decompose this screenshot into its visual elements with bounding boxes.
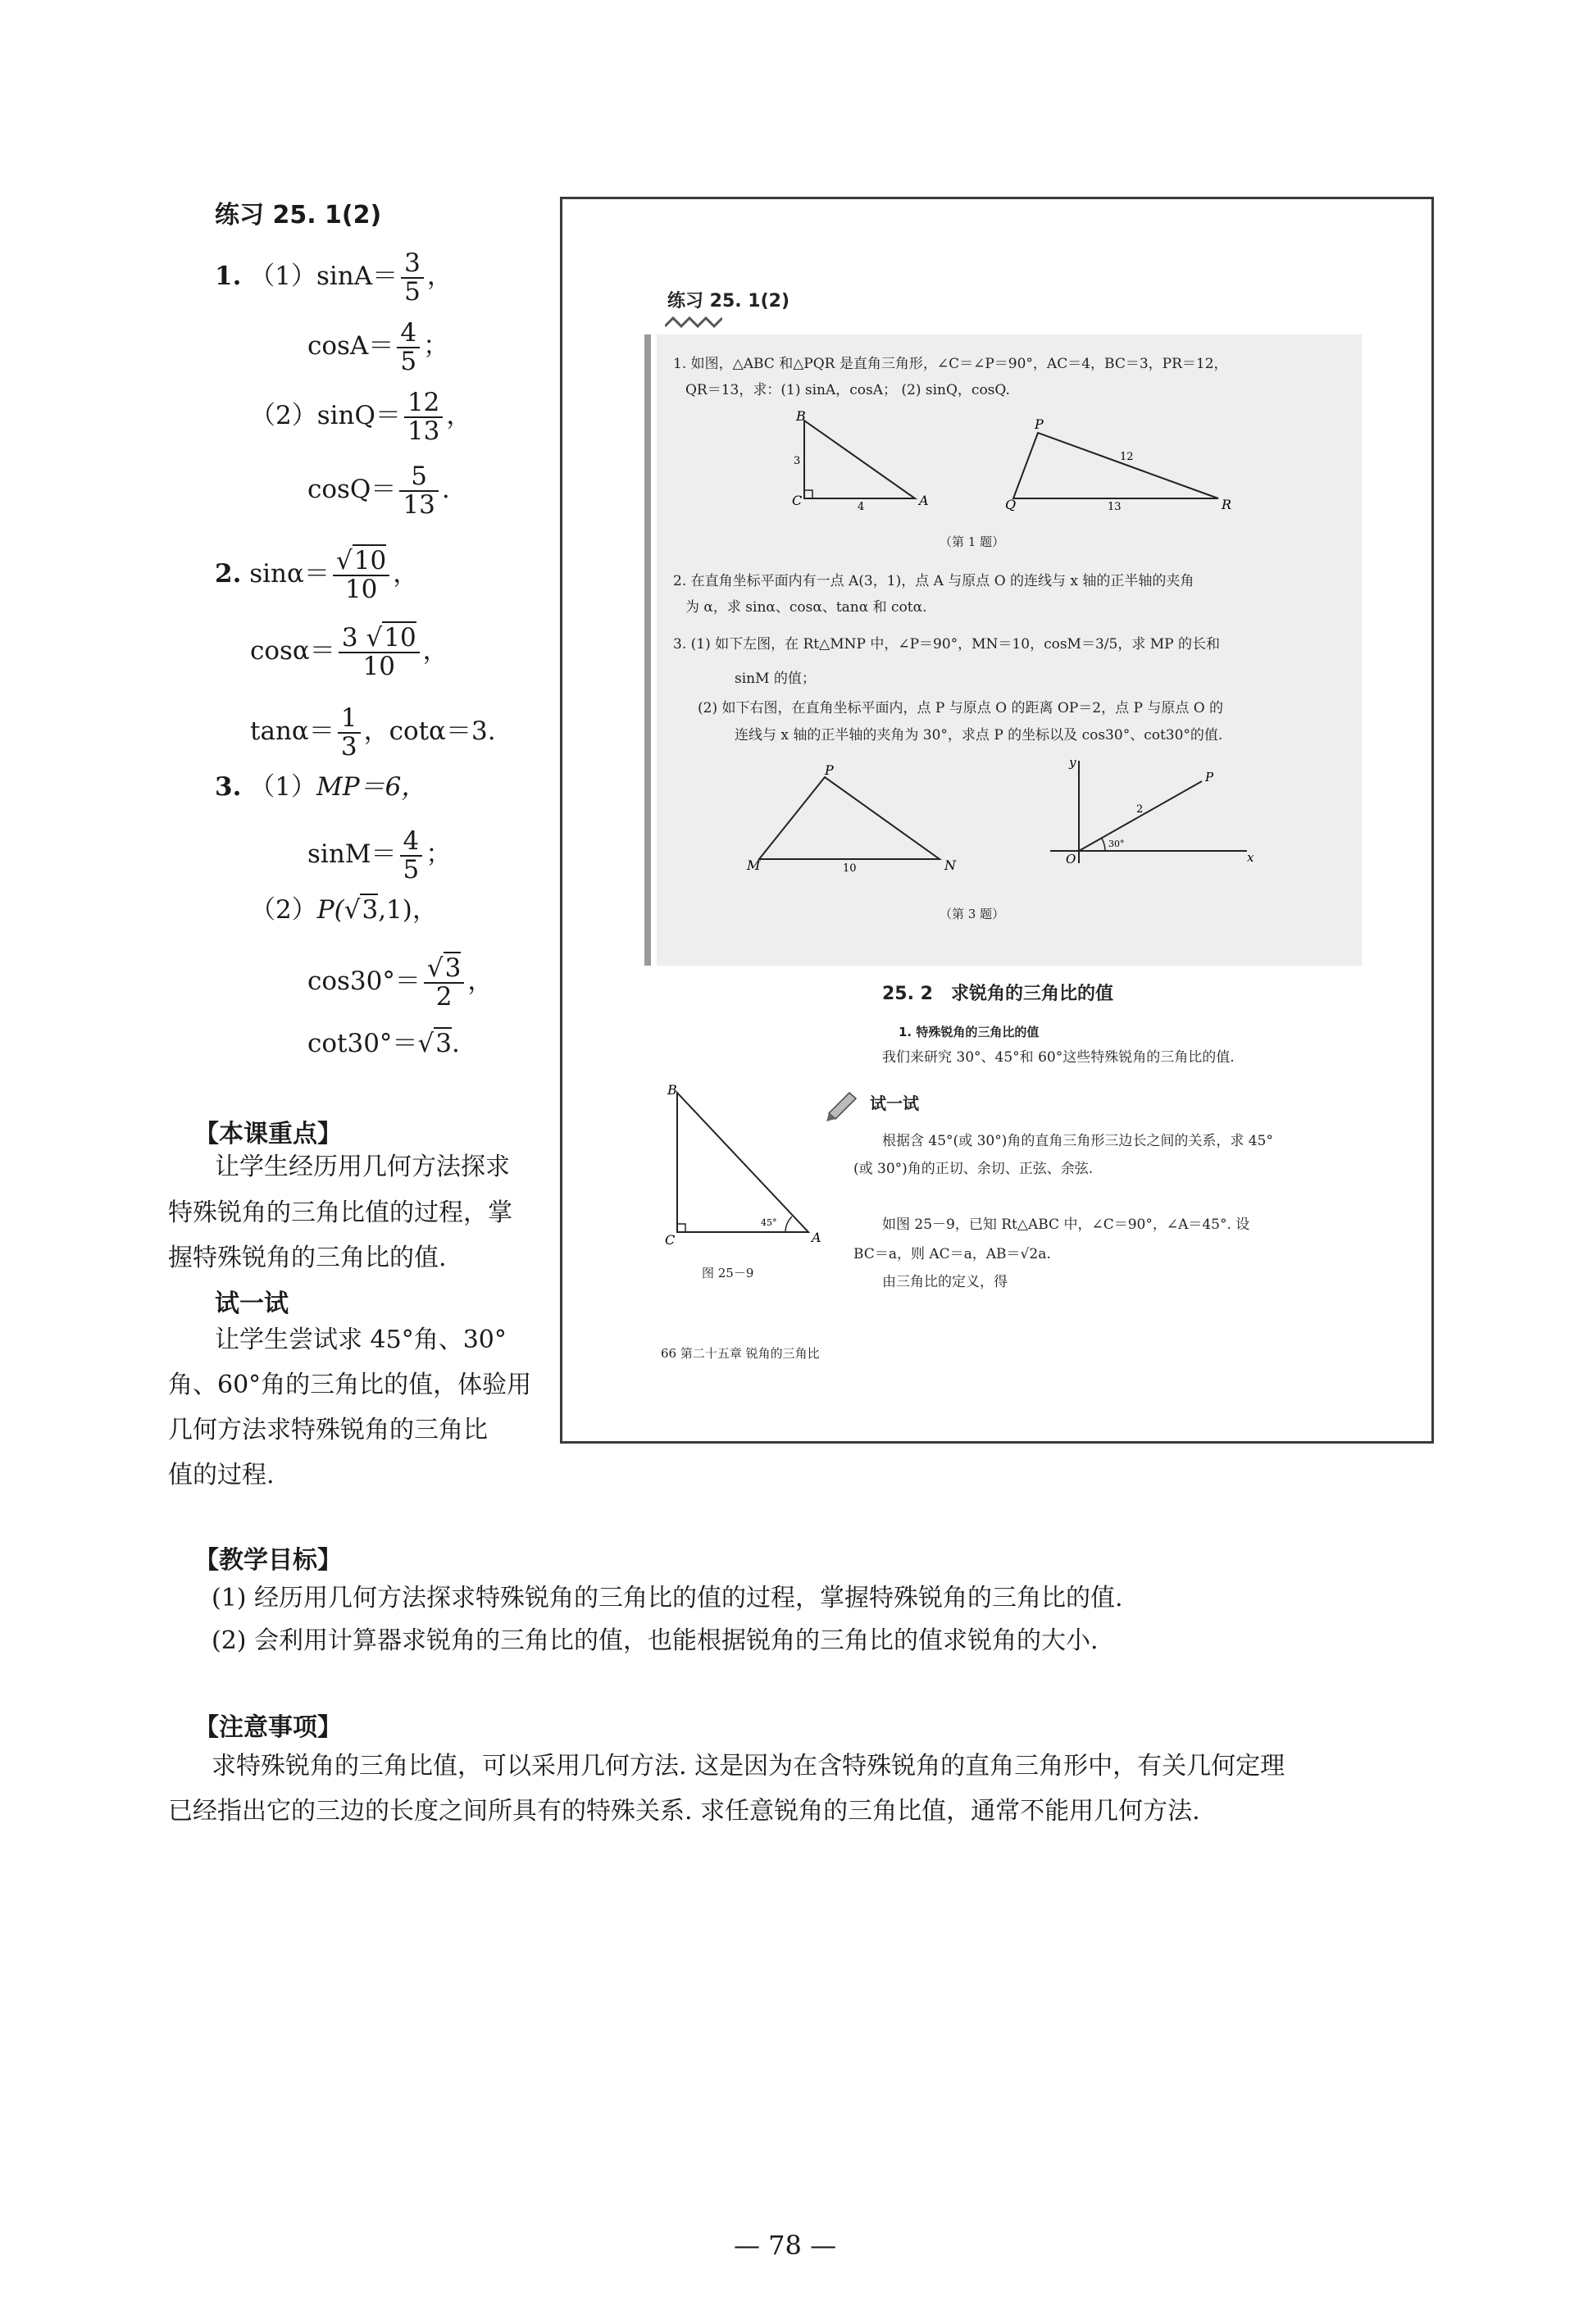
focus-heading: 【本课重点】 — [194, 1120, 342, 1148]
label-P: P — [1035, 416, 1044, 432]
answer-2-cos: cosα＝ $\frac{3 √10}{10}$ ， — [250, 623, 448, 681]
zigzag-decoration — [665, 314, 722, 330]
pencil-icon — [825, 1089, 866, 1121]
label-angle: 30° — [1108, 839, 1125, 849]
answer-1-line-1: 1. （1）sinA＝ $\frac{3}{5}$ ， — [215, 248, 453, 307]
book-exercise-title: 练习 25. 1(2) — [667, 291, 790, 312]
label-y: y — [1069, 757, 1076, 770]
answer-3-mp: 3. （1）MP＝6， — [215, 772, 427, 802]
answer-1-sinQ: （2）sinQ＝ $\frac{12}{13}$ ， — [250, 388, 472, 446]
label-A: A — [812, 1230, 821, 1245]
book-subsection-text: 我们来研究 30°、45°和 60°这些特殊锐角的三角比的值. — [882, 1049, 1235, 1066]
book-try-line-1: 根据含 45°(或 30°)角的直角三角形三边长之间的关系，求 45° — [882, 1133, 1273, 1149]
goal-item-1: (1) 经历用几何方法探求特殊锐角的三角比的值的过程，掌握特殊锐角的三角比的值. — [212, 1584, 1123, 1612]
book-fig3-caption: （第 3 题） — [940, 907, 1005, 921]
notes-line-2: 已经指出它的三边的长度之间所具有的特殊关系. 求任意锐角的三角比值，通常不能用几何方法. — [168, 1797, 1200, 1826]
book-section-title: 25. 2 求锐角的三角比的值 — [882, 984, 1113, 1004]
book-q1-line-1: 1. 如图，△ABC 和△PQR 是直角三角形，∠C＝∠P＝90°，AC＝4，BC＝3，PR＝12， — [673, 356, 1228, 372]
label-mn: 10 — [843, 862, 857, 875]
label-C: C — [792, 493, 803, 508]
notes-heading: 【注意事项】 — [194, 1713, 342, 1742]
answer-2-tan: tanα＝ $\frac{1}{3}$ ，cotα＝3. — [250, 703, 496, 762]
figure-triangle-mnp — [743, 765, 972, 880]
book-q2-line-2: 为 α，求 sinα、cosα、tanα 和 cotα. — [685, 599, 927, 616]
book-fig1-caption: （第 1 题） — [940, 534, 1005, 549]
label-P: P — [1205, 770, 1214, 785]
answer-3-P: （2）P(√3,1)， — [250, 895, 438, 925]
answer-3-cos30: cos30°＝ $\frac{√3}{2}$ ， — [307, 953, 494, 1012]
focus-line-2: 特殊锐角的三角比值的过程，掌 — [168, 1198, 512, 1227]
label-bc: 3 — [794, 455, 801, 467]
goals-heading: 【教学目标】 — [194, 1546, 342, 1575]
book-try-title: 试一试 — [870, 1094, 919, 1113]
label-M: M — [747, 857, 761, 873]
focus-line-1: 让学生经历用几何方法探求 — [215, 1153, 510, 1181]
book-example-line-2: BC＝a，则 AC＝a，AB＝√2a. — [853, 1246, 1051, 1262]
book-footer: 66 第二十五章 锐角的三角比 — [661, 1346, 820, 1361]
label-B: B — [667, 1085, 677, 1098]
exercise-side-bar — [644, 334, 651, 966]
label-R: R — [1222, 497, 1232, 511]
label-angle: 45° — [761, 1217, 777, 1228]
answer-2-sin: 2. sinα＝ $\frac{√10}{10}$ ， — [215, 546, 419, 604]
label-pr: 12 — [1120, 451, 1134, 463]
book-example-line-1: 如图 25－9，已知 Rt△ABC 中，∠C＝90°，∠A＝45°. 设 — [882, 1217, 1250, 1233]
label-O: O — [1066, 852, 1076, 866]
figure-triangle-abc — [784, 408, 940, 515]
figure-triangle-pqr — [1005, 412, 1251, 511]
book-q3-line-2: sinM 的值； — [735, 671, 816, 687]
answer-3-cot30: cot30°＝√3. — [307, 1029, 460, 1058]
book-fig9-caption: 图 25－9 — [702, 1266, 754, 1280]
label-op: 2 — [1136, 803, 1144, 816]
book-example-line-3: 由三角比的定义，得 — [882, 1274, 1008, 1290]
answers-title: 练习 25. 1(2) — [215, 201, 382, 230]
figure-coordinate-plane — [1038, 757, 1259, 880]
try-line-1: 让学生尝试求 45°角、30° — [215, 1326, 507, 1354]
label-P: P — [825, 765, 834, 778]
try-line-4: 值的过程. — [168, 1461, 275, 1489]
label-C: C — [665, 1232, 676, 1248]
label-Q: Q — [1005, 497, 1017, 511]
label-A: A — [919, 493, 929, 508]
label-N: N — [944, 857, 956, 873]
page-number: — 78 — — [734, 2230, 837, 2261]
try-line-2: 角、60°角的三角比的值，体验用 — [168, 1371, 532, 1399]
answer-1-cosQ: cosQ＝ $\frac{5}{13}$ . — [307, 462, 450, 520]
try-heading: 试一试 — [215, 1289, 289, 1318]
answer-3-sinM: sinM＝ $\frac{4}{5}$ ； — [307, 826, 452, 885]
book-q3-line-4: 连线与 x 轴的正半轴的夹角为 30°，求点 P 的坐标以及 cos30°、cot30°的值. — [735, 727, 1223, 744]
textbook-page-image — [560, 197, 1434, 1444]
notes-line-1: 求特殊锐角的三角比值，可以采用几何方法. 这是因为在含特殊锐角的直角三角形中，有关几何定理 — [212, 1752, 1285, 1781]
figure-triangle-45 — [661, 1085, 825, 1248]
label-qr: 13 — [1108, 501, 1122, 511]
try-line-3: 几何方法求特殊锐角的三角比 — [168, 1416, 488, 1444]
book-subsection-title: 1. 特殊锐角的三角比的值 — [899, 1025, 1040, 1039]
book-q3-line-1: 3. (1) 如下左图，在 Rt△MNP 中，∠P＝90°，MN＝10，cosM＝3/5，求 MP 的长和 — [673, 636, 1220, 653]
label-ca: 4 — [858, 501, 865, 513]
book-try-line-2: (或 30°)角的正切、余切、正弦、余弦. — [853, 1161, 1094, 1177]
book-q1-line-2: QR＝13，求：(1) sinA，cosA； (2) sinQ，cosQ. — [685, 382, 1010, 398]
label-x: x — [1247, 850, 1254, 865]
book-q3-line-3: (2) 如下右图，在直角坐标平面内，点 P 与原点 O 的距离 OP＝2，点 P 与原点 O 的 — [698, 700, 1224, 716]
focus-line-3: 握特殊锐角的三角比的值. — [168, 1244, 447, 1272]
book-q2-line-1: 2. 在直角坐标平面内有一点 A(3，1)，点 A 与原点 O 的连线与 x 轴的正半轴的夹角 — [673, 573, 1194, 589]
label-B: B — [796, 408, 806, 424]
goal-item-2: (2) 会利用计算器求锐角的三角比的值，也能根据锐角的三角比的值求锐角的大小. — [212, 1626, 1099, 1655]
answer-1-cosA: cosA＝ $\frac{4}{5}$ ； — [307, 318, 449, 376]
